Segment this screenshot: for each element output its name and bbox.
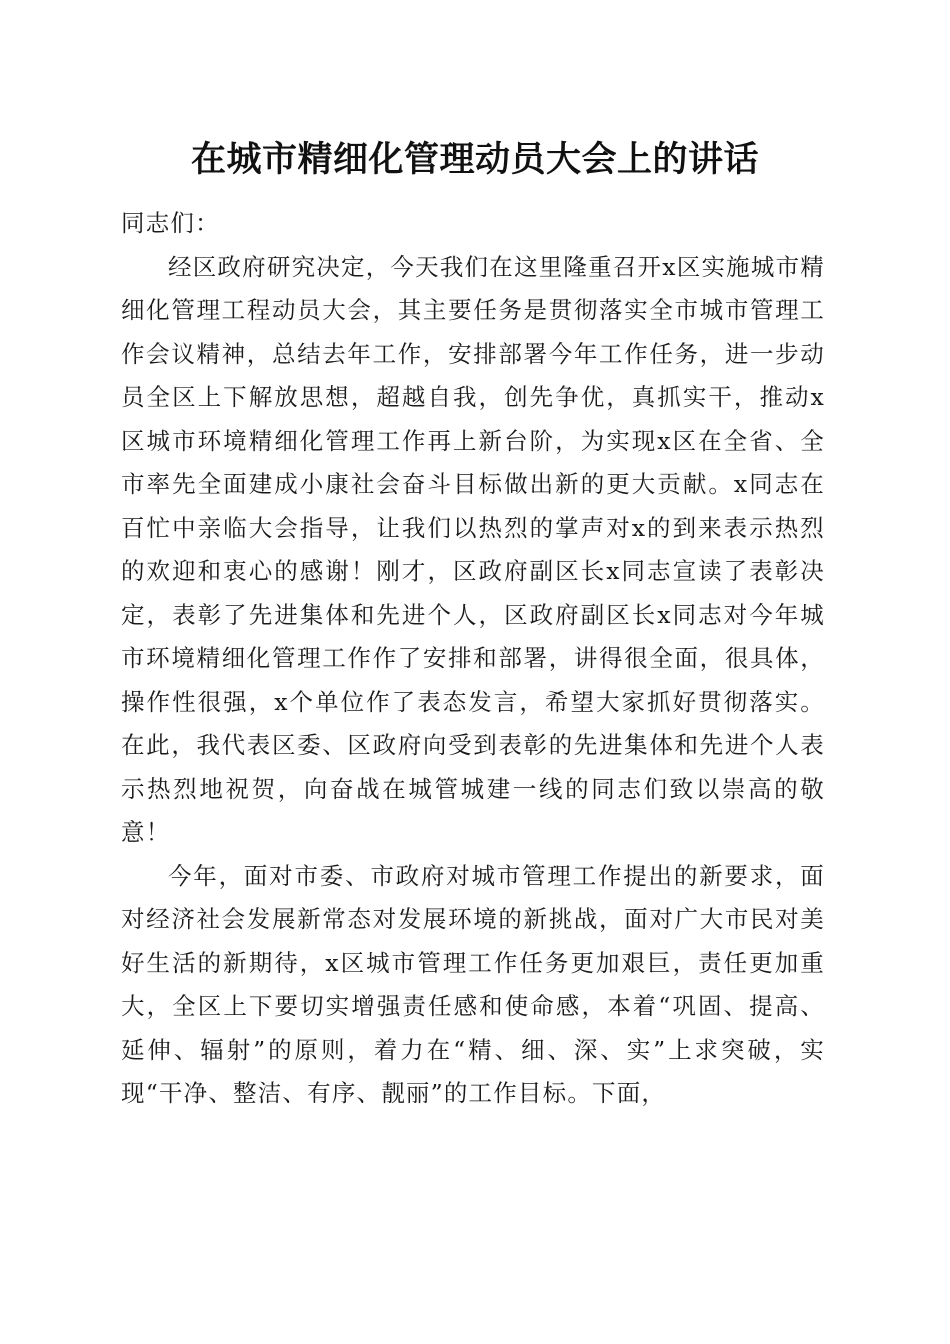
document-title: 在城市精细化管理动员大会上的讲话 xyxy=(190,139,759,180)
salutation: 同志们： xyxy=(121,209,220,237)
document-body xyxy=(121,202,825,1116)
paragraph-1: 经区政府研究决定，今天我们在这里隆重召开x区实施城市精细化管理工程动员大会，其主要任务是贯彻落实全市城市管理工作会议精神，总结去年工作，安排部署今年工作任务，进一步动员全区上下解放思想，超越自我，创先争优，真抓实干，推动x区城市环境精细化管理工作再上新台阶，为实现x区在全省、全市率先全面建成小康社会奋斗目标做出新的更大贡献。x同志在百忙中亲临大会指导，让我们以热烈的掌声对x的到来表示热烈的欢迎和衷心的感谢！刚才，区政府副区长x同志宣读了表彰决定，表彰了先进集体和先进个人，区政府副区长x同志对今年城市环境精细化管理工作作了安排和部署，讲得很全面，很具体，操作性很强，x个单位作了表态发言，希望大家抓好贯彻落实。在此，我代表区委、区政府向受到表彰的先进集体和先进个人表示热烈地祝贺，向奋战在城管城建一线的同志们致以崇高的敬意！ xyxy=(121,252,825,846)
paragraph-2: 今年，面对市委、市政府对城市管理工作提出的新要求，面对经济社会发展新常态对发展环境的新挑战，面对广大市民对美好生活的新期待，x区城市管理工作任务更加艰巨，责任更加重大，全区上下要切实增强责任感和使命感，本着“巩固、提高、延伸、辐射”的原则，着力在“精、细、深、实”上求突破，实现“干净、整洁、有序、靓丽”的工作目标。下面， xyxy=(121,861,825,1107)
